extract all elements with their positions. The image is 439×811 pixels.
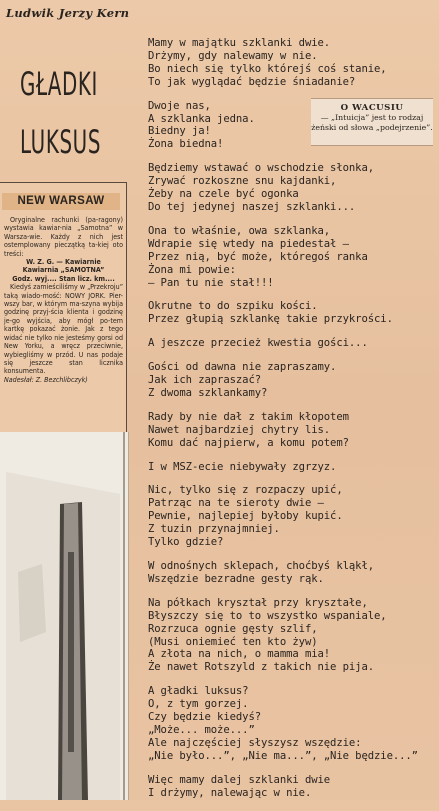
box-paragraph: Kiedyś zamieściliśmy w „Przekroju” taką wiado-mość: NOWY JORK. Pier-wszy bar, w którym ma-szyna wybija godzinę przyj-ścia klienta i godzinę je-go wyjścia, aby mógł po-tem kartkę pokazać żonie. Jak z tego widać nie tylko nie jesteśmy gorsi od New Yorku, a wręcz przeciwnie, wybiegliśmy w przód. U nas podaje się jeszcze stan licznika konsumenta. [4,282,123,376]
poem-line: Mamy w majątku szklanki dwie. [148,37,331,49]
stanza [148,597,433,674]
stanza [148,774,433,800]
stanza [148,411,433,450]
poem-line: Tylko gdzie? [148,536,224,549]
poem-line: Rozrzuca ognie gęsty szlif, [148,622,318,635]
poem-line: A gładki luksus? [148,685,249,698]
poem-line: Nawet najbardziej chytry lis. [148,423,331,436]
poem-line: Rady by nie dał z takim kłopotem [148,410,349,423]
stanza [148,162,433,214]
stanza [148,484,433,549]
poem-line: Wszędzie bezradne gesty rąk. [148,572,324,585]
box-signature: Nadesłał: Z. Bezchlibczyk) [4,374,88,384]
poem-line: To jak wyglądać będzie śniadanie? [148,75,356,88]
poem-line: A złota na nich, o mamma mia! [148,648,331,661]
poem-line: Będziemy wstawać o wschodzie słonka, [148,162,375,175]
poem-line: Że nawet Rotszyld z takich nie pija. [148,661,375,674]
poem [148,37,433,811]
stanza [148,225,433,290]
poem-line: Do tej jedynej naszej szklanki... [148,200,356,213]
poem-line: Nic, tylko się z rozpaczy upić, [148,484,343,497]
poem-line: I w MSZ-ecie niebywały zgrzyz. [148,460,337,473]
poem-line: Przez głupią szklankę takie przykrości. [148,313,393,326]
stamp-line: W. Z. G. — Kawiarnie [26,257,101,267]
title-line-1: GŁADKI [20,65,98,103]
poem-line: O, z tym gorzej. [148,698,249,711]
poem-line: A szklanka jedna. [148,112,255,125]
o-wacusiu-text: — „Intuicja” jest to rodzaj żeński od słowa „podejrzenie”. [311,113,433,132]
stanza [148,560,433,586]
poem-line: Komu dać najpierw, a komu potem? [148,436,349,449]
author-byline: Ludwik Jerzy Kern [6,6,130,20]
poem-line: Drżymy, gdy nalewamy w nie. [148,49,318,62]
poem-line: „Może... może...” [148,723,255,736]
stanza [148,461,433,474]
box-paragraph: Oryginalne rachunki (pa-ragony) wystawia kawiar-nia „Samotna” w Warsza-wie. Każdy z nich jest ostemplowany pieczątką ta-kiej oto treści: [4,215,123,258]
poem-line: Żona mi powie: [148,263,236,276]
glass-photo-image [0,432,128,800]
poem-line: Z dwoma szklankamy? [148,386,268,399]
o-wacusiu-heading: O WACUSIU [340,103,404,113]
new-warsaw-box [0,182,127,434]
poem-line: — Pan tu nie stał!!! [148,276,274,289]
title-line-2: LUKSUS [20,123,102,161]
poem-line: Czy będzie kiedyś? [148,711,262,724]
photo-glass [0,432,129,800]
poem-line: Przez nią, być może, któregoś ranka [148,250,368,263]
poem-line: Z tuzin przynajmniej. [148,523,280,536]
poem-line: „Nie było...”, „Nie ma...”, „Nie będzie...” [148,749,418,762]
poem-line: Więc mamy dalej szklanki dwie [148,773,331,786]
poem-line: Błyszczy się to to wszystko wspaniale, [148,609,387,622]
stanza [148,685,433,762]
new-warsaw-heading: NEW WARSAW [2,193,120,210]
poem-line: Na półkach kryształ przy kryształe, [148,596,368,609]
poem-line: Żeby na czele być ogonka [148,188,299,201]
poem-line: Bo niech się tylko którejś coś stanie, [148,62,387,75]
poem-line: Dwoje nas, [148,99,211,112]
poem-line: Pewnie, najlepiej byłoby kupić. [148,510,343,523]
article-title [20,55,102,171]
new-warsaw-text [0,216,126,384]
poem-line: Patrząc na te sieroty dwie — [148,497,324,510]
poem-line: Okrutne to do szpiku kości. [148,300,318,313]
poem-line: Gości od dawna nie zapraszamy. [148,361,337,374]
poem-line: (Musi oniemieć ten kto żyw) [148,635,318,648]
poem-line: A jeszcze przecież kwestia gości... [148,337,368,350]
poem-line: Biedny ja! [148,125,211,138]
stamp-line: Kawiarnia „SAMOTNA” [22,265,105,275]
stamp-line: Godz. wyj.... Stan licz. km.... [12,273,115,283]
stanza [148,300,433,326]
stanza [148,37,433,89]
poem-line: I drżymy, nalewając w nie. [148,786,312,799]
stanza [148,337,433,350]
poem-line: Jak ich zapraszać? [148,374,262,387]
poem-line: Żona biedna! [148,138,224,151]
poem-line: Ale najczęściej słyszysz wszędzie: [148,736,362,749]
o-wacusiu-box [311,98,433,146]
poem-line: Wdrapie się wtedy na piedestał — [148,237,349,250]
poem-line: Zrywać rozkoszne snu kajdanki, [148,175,337,188]
poem-line: Ona to właśnie, owa szklanka, [148,224,331,237]
stanza [148,361,433,400]
poem-line: W odnośnych sklepach, choćbyś kląkł, [148,560,375,572]
